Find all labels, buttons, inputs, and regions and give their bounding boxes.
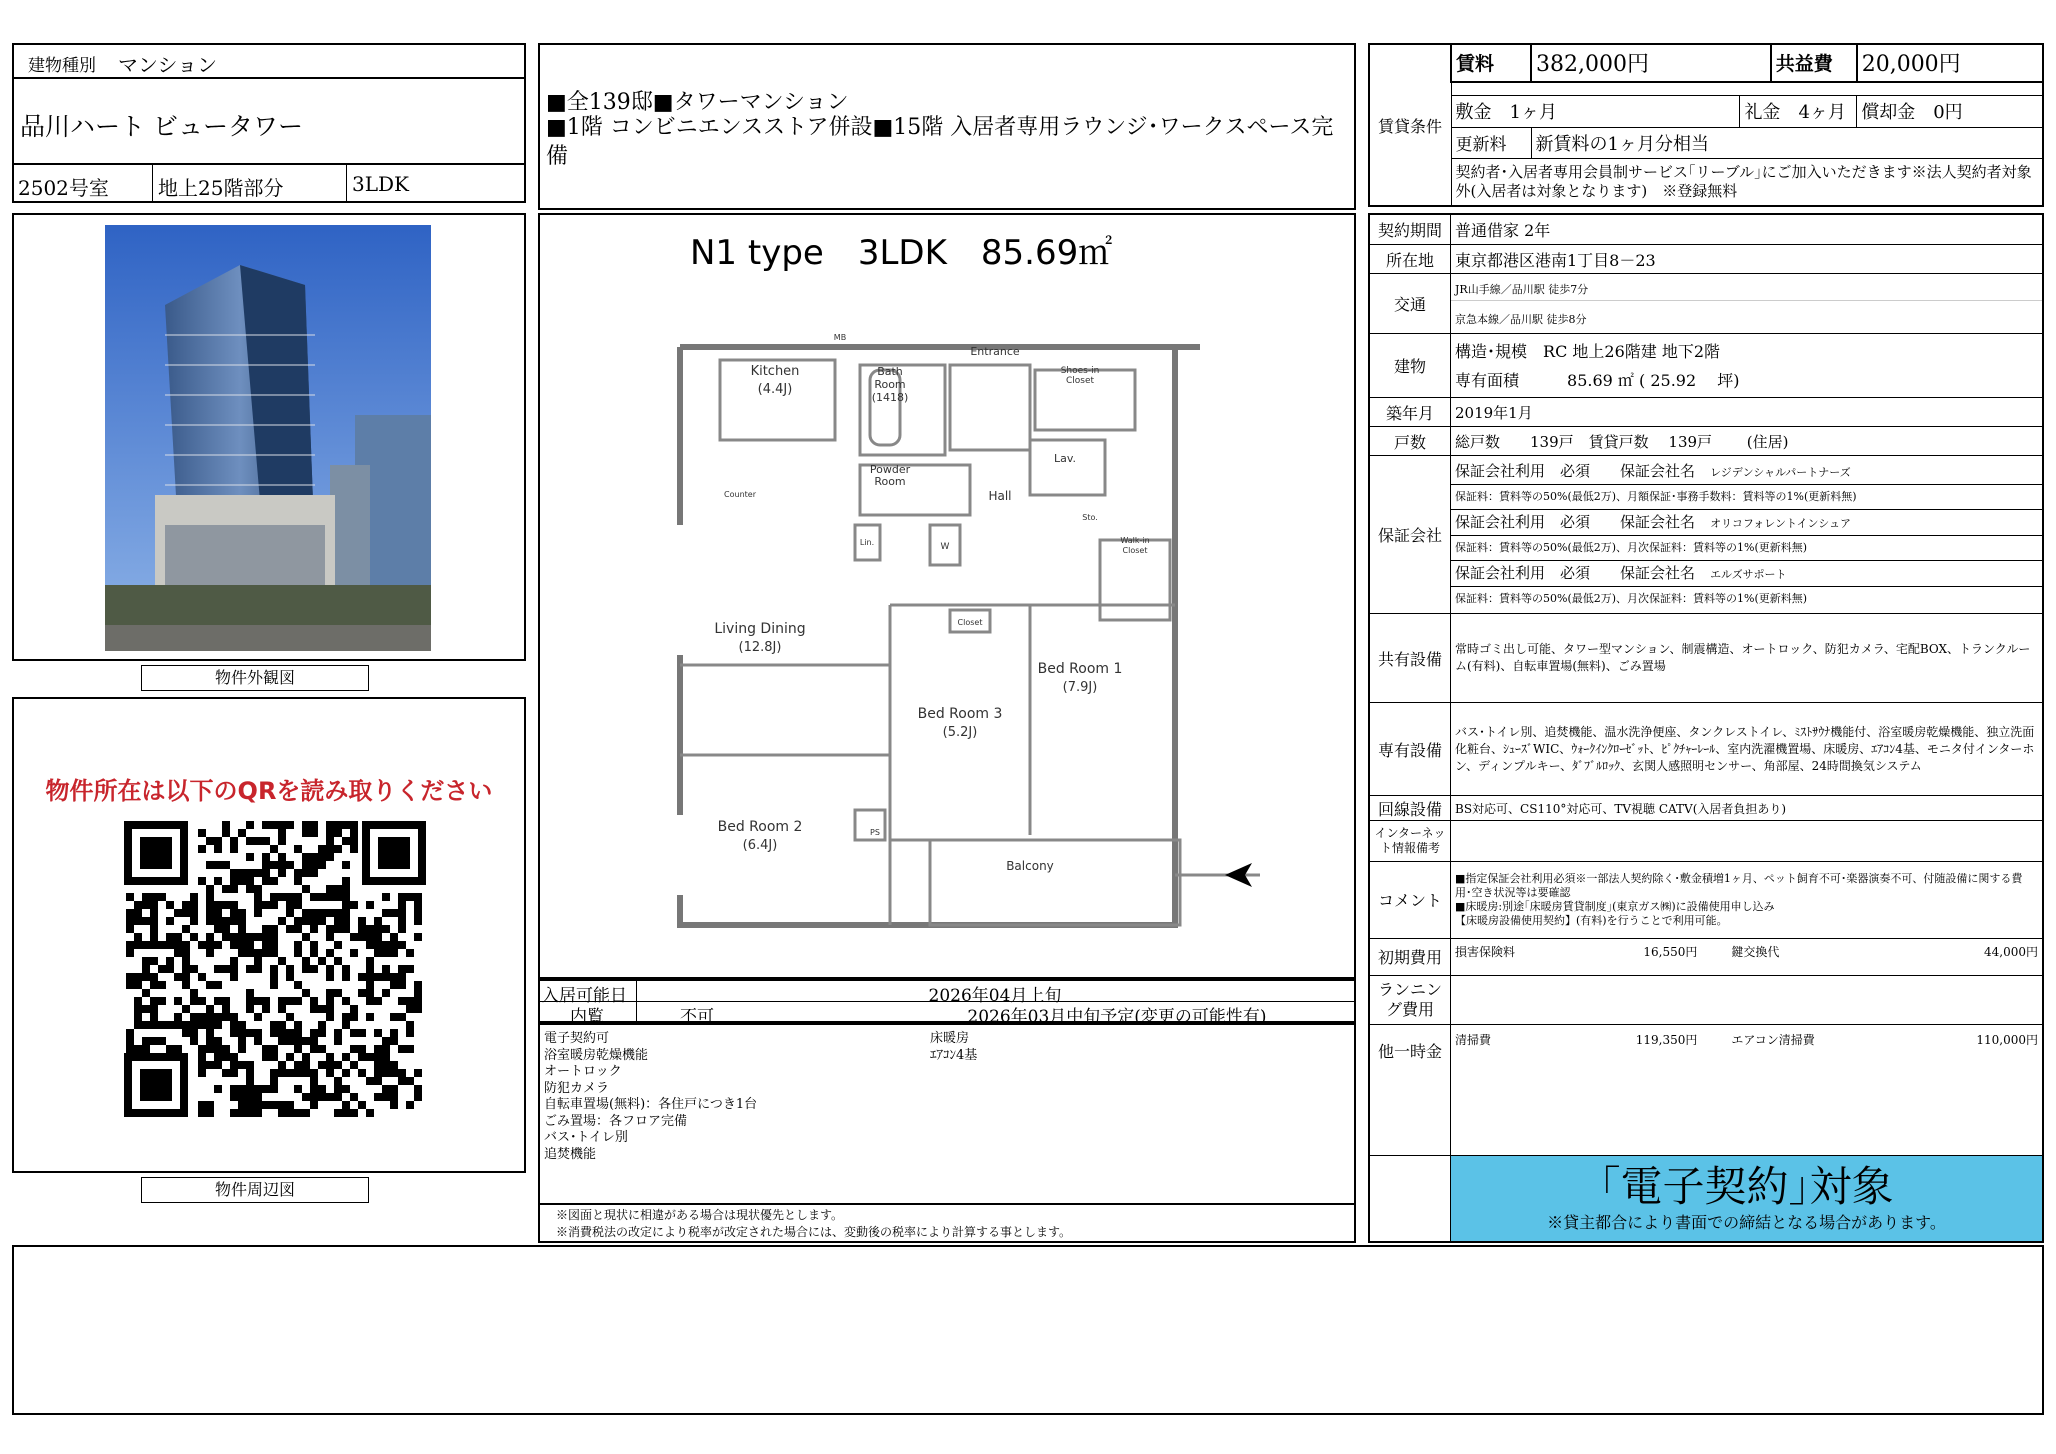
viewing-status: 不可 bbox=[680, 1007, 714, 1027]
econtract-title: ｢電子契約｣対象 bbox=[1599, 1162, 1894, 1212]
initial-item-1-value: 16,550円 bbox=[1575, 938, 1701, 975]
comment-3: 【床暖房設備使用契約】(有料)を行うことで利用可能。 bbox=[1455, 913, 1728, 927]
built-value: 2019年1月 bbox=[1451, 398, 2044, 427]
property-details-table bbox=[1368, 213, 2044, 1243]
key-money-label: 礼金 bbox=[1744, 102, 1781, 124]
structure-label: 構造･規模 bbox=[1455, 341, 1528, 361]
private-facilities-label: 専有設備 bbox=[1369, 703, 1451, 796]
guarantee-name-label: 保証会社名 bbox=[1620, 461, 1696, 480]
transport-label: 交通 bbox=[1369, 274, 1451, 334]
guarantee-name-label: 保証会社名 bbox=[1620, 512, 1696, 531]
common-fee-value: 20,000円 bbox=[1857, 44, 2043, 82]
feature-left-5: 自転車置場(無料)：各住戸につき1台 bbox=[544, 1097, 758, 1112]
feature-right-1: 床暖房 bbox=[930, 1031, 970, 1046]
floorplan-frame bbox=[538, 213, 1356, 979]
internet-label: インターネット情報備考 bbox=[1369, 820, 1451, 861]
floor-info: 地上25階部分 bbox=[158, 176, 284, 200]
photo-caption: 物件外観図 bbox=[141, 665, 369, 691]
footnotes-box bbox=[538, 1203, 1356, 1243]
contract-label: 契約期間 bbox=[1369, 214, 1451, 245]
catch-copy-box bbox=[538, 43, 1356, 210]
fp-mb: MB bbox=[833, 333, 847, 342]
deposit-value: 1ヶ月 bbox=[1509, 102, 1557, 124]
fp-bed3: Bed Room 3 bbox=[917, 706, 1003, 722]
econtract-note: ※貸主都合により書面での締結となる場合があります。 bbox=[1547, 1213, 1946, 1233]
fp-powder: Powder bbox=[869, 463, 911, 476]
built-label: 築年月 bbox=[1369, 398, 1451, 427]
feature-left-2: 浴室暖房乾燥機能 bbox=[544, 1047, 649, 1063]
rent-value: 382,000円 bbox=[1531, 44, 1771, 82]
footnote-2: ※消費税法の改定により税率が改定された場合には、変動後の税率により計算する事とします。 bbox=[556, 1225, 1072, 1239]
deposit-label: 敷金 bbox=[1455, 102, 1492, 124]
qr-message: 物件所在は以下のQRを読み取りください bbox=[45, 777, 493, 805]
move-in-date: 2026年04月上旬 bbox=[928, 986, 1062, 1006]
fp-counter: Counter bbox=[724, 490, 756, 499]
fp-bed1: Bed Room 1 bbox=[1037, 661, 1123, 677]
terms-section-label: 賃貸条件 bbox=[1369, 44, 1451, 206]
location-qr-code[interactable] bbox=[124, 821, 426, 1117]
guarantee-use: 保証会社利用 必須 bbox=[1455, 563, 1591, 582]
guarantee-use: 保証会社利用 必須 bbox=[1455, 512, 1591, 531]
fp-lin: Lin. bbox=[859, 538, 875, 547]
rental-terms-table bbox=[1368, 43, 2044, 207]
renewal-value: 新賃料の1ヶ月分相当 bbox=[1531, 127, 2043, 158]
fp-bath-2: Room bbox=[874, 378, 906, 391]
fp-living-size: (12.8J) bbox=[738, 640, 782, 655]
building-name: 品川ハート ビュータワー bbox=[20, 112, 303, 141]
fp-bath-3: (1418) bbox=[871, 391, 909, 404]
floorplan-title: N1 type 3LDK 85.69㎡ bbox=[690, 233, 1113, 273]
line-label: 回線設備 bbox=[1369, 796, 1451, 821]
other-item-2-value: 110,000円 bbox=[1915, 1025, 2043, 1155]
internet-value bbox=[1451, 820, 2044, 861]
address-label: 所在地 bbox=[1369, 245, 1451, 274]
fp-lav: Lav. bbox=[1053, 452, 1077, 465]
fp-living: Living Dining bbox=[714, 621, 806, 637]
key-money-value: 4ヶ月 bbox=[1798, 102, 1846, 124]
guarantee-note: 保証料：賃料等の50%(最低2万)、月次保証料：賃料等の1%(更新料無) bbox=[1455, 591, 1808, 605]
other-item-1-value: 119,350円 bbox=[1575, 1025, 1701, 1155]
feature-left-3: オートロック bbox=[544, 1064, 622, 1079]
transport-line-2: 京急本線／品川駅 徒歩8分 bbox=[1455, 312, 1587, 326]
initial-cost-label: 初期費用 bbox=[1369, 938, 1451, 975]
map-caption: 物件周辺図 bbox=[141, 1177, 369, 1203]
feature-left-1: 電子契約可 bbox=[544, 1031, 610, 1046]
fp-bed1-size: (7.9J) bbox=[1062, 680, 1098, 695]
guarantee-note: 保証料：賃料等の50%(最低2万)、月額保証･事務手数料：賃料等の1%(更新料無) bbox=[1451, 485, 2042, 510]
feature-right-2: ｴｱｺﾝ4基 bbox=[930, 1047, 978, 1063]
fp-kitchen: Kitchen bbox=[750, 364, 800, 379]
building-type: マンション bbox=[118, 53, 218, 77]
bottom-notes-box bbox=[12, 1245, 2044, 1415]
running-cost-label: ランニング費用 bbox=[1369, 975, 1451, 1025]
address-value: 東京都港区港南1丁目8－23 bbox=[1451, 245, 2044, 274]
comment-label: コメント bbox=[1369, 862, 1451, 938]
guarantee-name-label: 保証会社名 bbox=[1620, 563, 1696, 582]
guarantee-name: エルズサポート bbox=[1710, 567, 1787, 581]
feature-left-6: ごみ置場：各フロア完備 bbox=[544, 1113, 688, 1129]
transport-line-1: JR山手線／品川駅 徒歩7分 bbox=[1451, 278, 2042, 301]
units-label: 戸数 bbox=[1369, 427, 1451, 456]
fp-ps: PS bbox=[870, 828, 880, 837]
building-header bbox=[12, 43, 526, 203]
shared-facilities-label: 共有設備 bbox=[1369, 614, 1451, 703]
fp-kitchen-size: (4.4J) bbox=[757, 382, 793, 397]
econtract-banner bbox=[1451, 1155, 2044, 1242]
fp-w: W bbox=[940, 542, 950, 552]
features-right bbox=[930, 1031, 977, 1064]
contract-value: 普通借家 2年 bbox=[1451, 214, 2044, 245]
fp-walkin: Walk-in bbox=[1120, 536, 1150, 545]
amortization-value: 0円 bbox=[1933, 102, 1963, 124]
initial-item-2-name: 鍵交換代 bbox=[1701, 938, 1914, 975]
catch-line-2: ■1階 コンビニエンスストア併設■15階 入居者専用ラウンジ･ワークスペース完備 bbox=[546, 115, 1334, 169]
units-value: 総戸数 139戸 賃貸戸数 139戸 (住居) bbox=[1451, 427, 2044, 456]
fp-walkin-2: Closet bbox=[1122, 546, 1148, 555]
guarantee-name: レジデンシャルパートナーズ bbox=[1710, 465, 1851, 479]
line-value: BS対応可、CS110°対応可、TV視聴 CATV(入居者負担あり) bbox=[1451, 796, 2044, 821]
fp-sto: Sto. bbox=[1082, 513, 1098, 522]
shared-facilities: 常時ゴミ出し可能、タワー型マンション、制震構造、オートロック、防犯カメラ、宅配BOX、トランクルーム(有料)、自転車置場(無料)、ごみ置場 bbox=[1451, 614, 2044, 703]
guarantee-label: 保証会社 bbox=[1369, 456, 1451, 614]
fp-balcony: Balcony bbox=[1006, 859, 1054, 873]
fp-powder-2: Room bbox=[874, 475, 906, 488]
feature-left-7: バス･トイレ別 bbox=[544, 1130, 628, 1145]
other-item-1-name: 清掃費 bbox=[1451, 1025, 1575, 1155]
move-in-label: 入居可能日 bbox=[542, 986, 627, 1006]
guarantee-name: オリコフォレントインシュア bbox=[1710, 516, 1851, 530]
feature-left-4: 防犯カメラ bbox=[544, 1080, 610, 1096]
initial-item-2-value: 44,000円 bbox=[1915, 938, 2043, 975]
layout-type: 3LDK bbox=[352, 172, 409, 196]
building-label: 建物 bbox=[1369, 334, 1451, 398]
features-left bbox=[544, 1031, 757, 1163]
amortization-label: 償却金 bbox=[1861, 102, 1916, 124]
other-fee-label: 他一時金 bbox=[1369, 1025, 1451, 1155]
viewing-note: 2026年03月中旬予定(変更の可能性有) bbox=[967, 1007, 1267, 1027]
fp-shoes-2: Closet bbox=[1065, 376, 1095, 386]
initial-item-1-name: 損害保険料 bbox=[1451, 938, 1575, 975]
fp-bed2: Bed Room 2 bbox=[717, 819, 803, 835]
fp-hall: Hall bbox=[988, 489, 1012, 503]
area-label: 専有面積 bbox=[1455, 370, 1520, 390]
common-fee-label: 共益費 bbox=[1771, 44, 1857, 82]
running-cost-value bbox=[1451, 975, 2044, 1025]
feature-left-8: 追焚機能 bbox=[544, 1146, 597, 1162]
rent-label: 賃料 bbox=[1451, 44, 1531, 82]
renewal-label: 更新料 bbox=[1451, 127, 1531, 158]
comment-2: ■床暖房:別途｢床暖房賃貸制度｣(東京ガス㈱)に設備使用申し込み bbox=[1455, 899, 1775, 913]
private-facilities: バス･トイレ別、追焚機能、温水洗浄便座、タンクレストイレ、ﾐｽﾄｻｳﾅ機能付、浴室暖房乾燥機能、独立洗面化粧台、ｼｭｰｽﾞWIC、ｳｫｰｸｲﾝｸﾛｰｾﾞｯﾄ、ﾋﾟｸﾁｬｰﾚｰﾙ、室内洗濯機置場、床暖房、ｴｱｺﾝ4基、モニタ付インターホン、ディンプルキー、ﾀﾞﾌﾞﾙﾛｯｸ、玄関人感照明センサー、角部屋、24時間換気システム bbox=[1451, 703, 2044, 796]
terms-note: 契約者･入居者専用会員制サービス｢リーブル｣にご加入いただきます※法人契約者対象外(入居者は対象となります) ※登録無料 bbox=[1451, 158, 2043, 206]
viewing-label: 内覧 bbox=[570, 1007, 604, 1027]
features-box bbox=[538, 1023, 1356, 1205]
guarantee-list bbox=[1451, 459, 2042, 611]
fp-bed2-size: (6.4J) bbox=[742, 838, 778, 853]
other-item-2-name: エアコン清掃費 bbox=[1701, 1025, 1914, 1155]
room-number: 2502号室 bbox=[18, 176, 109, 200]
footnote-1: ※図面と現状に相違がある場合は現状優先とします。 bbox=[556, 1208, 844, 1222]
fp-bed3-size: (5.2J) bbox=[942, 725, 978, 740]
exterior-photo-frame bbox=[12, 213, 526, 661]
location-qr-frame bbox=[12, 697, 526, 1173]
fp-shoes: Shoes-in bbox=[1060, 366, 1100, 376]
building-type-label: 建物種別 bbox=[28, 56, 96, 76]
move-in-box bbox=[538, 979, 1356, 1027]
guarantee-use: 保証会社利用 必須 bbox=[1455, 461, 1591, 480]
fp-closet: Closet bbox=[957, 618, 983, 627]
building-exterior-photo bbox=[105, 225, 431, 651]
comment-1: ■指定保証会社利用必須※一部法人契約除く･敷金積増1ヶ月、ペット飼育不可･楽器演奏不可、付随設備に関する費用･空き状況等は要確認 bbox=[1455, 871, 2023, 899]
fp-bath: Bath bbox=[877, 365, 903, 378]
structure-value: RC 地上26階建 地下2階 bbox=[1543, 341, 1721, 361]
fp-entrance: Entrance bbox=[970, 345, 1020, 358]
area-value: 85.69 ㎡ ( 25.92 坪) bbox=[1567, 370, 1740, 390]
floorplan-drawing bbox=[640, 275, 1260, 975]
guarantee-note: 保証料：賃料等の50%(最低2万)、月次保証料：賃料等の1%(更新料無) bbox=[1451, 536, 2042, 561]
catch-line-1: ■全139邸■タワーマンション bbox=[546, 90, 849, 115]
